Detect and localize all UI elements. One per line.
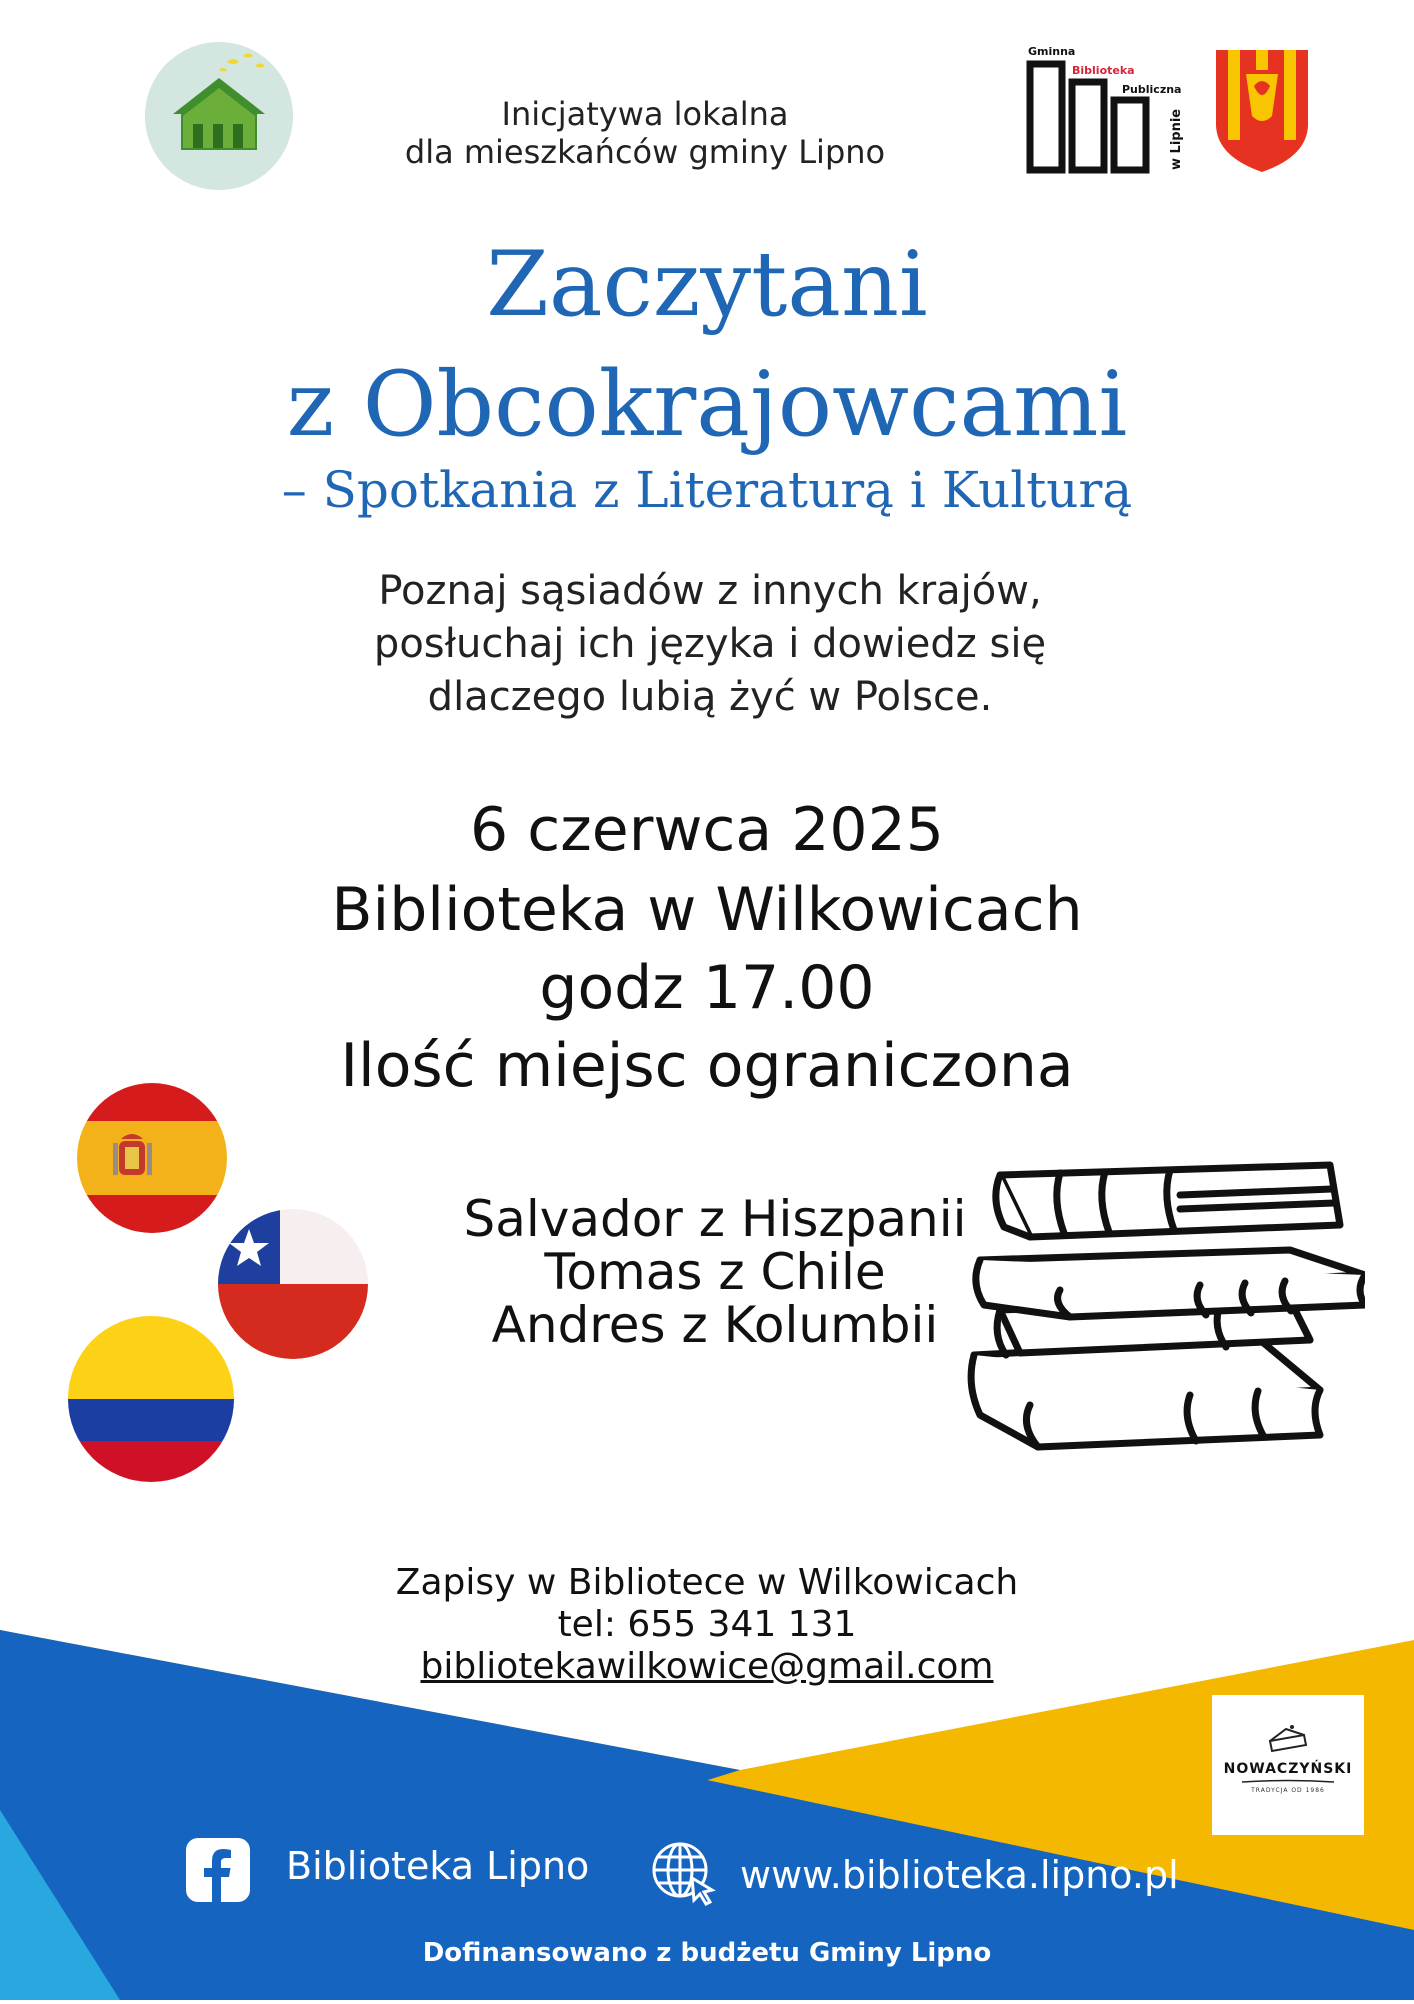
phone-number: tel: 655 341 131 [557,1604,857,1645]
intro-line-3: dlaczego lubią żyć w Polsce. [427,674,993,720]
event-title-line-1: Zaczytani [486,232,928,337]
event-subtitle: – Spotkania z Literaturą i Kulturą [281,461,1133,519]
library-logo-word-2: Biblioteka [1072,64,1135,77]
chile-flag-icon [218,1209,368,1359]
spain-flag-icon [77,1083,227,1233]
signup-info [0,1562,1414,1688]
email-link[interactable]: bibliotekawilkowice@gmail.com [420,1646,994,1687]
website-link[interactable]: www.biblioteka.lipno.pl [740,1853,1179,1897]
coat-of-arms-icon [1212,46,1312,176]
signup-line: Zapisy w Bibliotece w Wilkowicach [395,1562,1019,1603]
colombia-flag-icon [68,1316,234,1482]
library-logo-icon [1026,42,1196,177]
initiative-caption [330,95,960,171]
initiative-line-2: dla mieszkańców gminy Lipno [404,133,886,171]
funding-note: Dofinansowano z budżetu Gminy Lipno [422,1938,992,1968]
event-date: 6 czerwca 2025 [470,795,944,865]
cake-icon [1212,1695,1364,1755]
sponsor-logo [1212,1695,1364,1835]
intro-text [260,565,1160,724]
event-seats-note: Ilość miejsc ograniczona [340,1031,1074,1101]
event-title-line-2: z Obcokrajowcami [286,352,1128,457]
facebook-link[interactable]: Biblioteka Lipno [286,1844,590,1888]
sponsor-name: NOWACZYŃSKI [1223,1761,1353,1777]
event-time: godz 17.00 [539,953,875,1023]
facebook-icon[interactable] [186,1838,250,1902]
globe-icon[interactable] [650,1840,716,1906]
intro-line-2: posłuchaj ich języka i dowiedz się [373,621,1047,667]
guest-list [440,1190,990,1354]
library-logo-word-3: Publiczna [1122,83,1182,96]
library-logo-word-4: w Lipnie [1169,108,1184,170]
house-logo-icon [145,42,293,190]
library-logo-word-1: Gminna [1028,45,1076,58]
guest-item: Tomas z Chile [544,1243,886,1301]
initiative-logo [145,42,293,190]
guest-item: Salvador z Hiszpanii [463,1190,967,1248]
guest-item: Andres z Kolumbii [491,1296,939,1354]
event-place: Biblioteka w Wilkowicach [331,875,1083,945]
intro-line-1: Poznaj sąsiadów z innych krajów, [378,568,1042,614]
initiative-line-1: Inicjatywa lokalna [501,95,789,133]
sponsor-tagline: TRADYCJA OD 1986 [1251,1787,1325,1794]
book-stack-icon [960,1155,1365,1455]
